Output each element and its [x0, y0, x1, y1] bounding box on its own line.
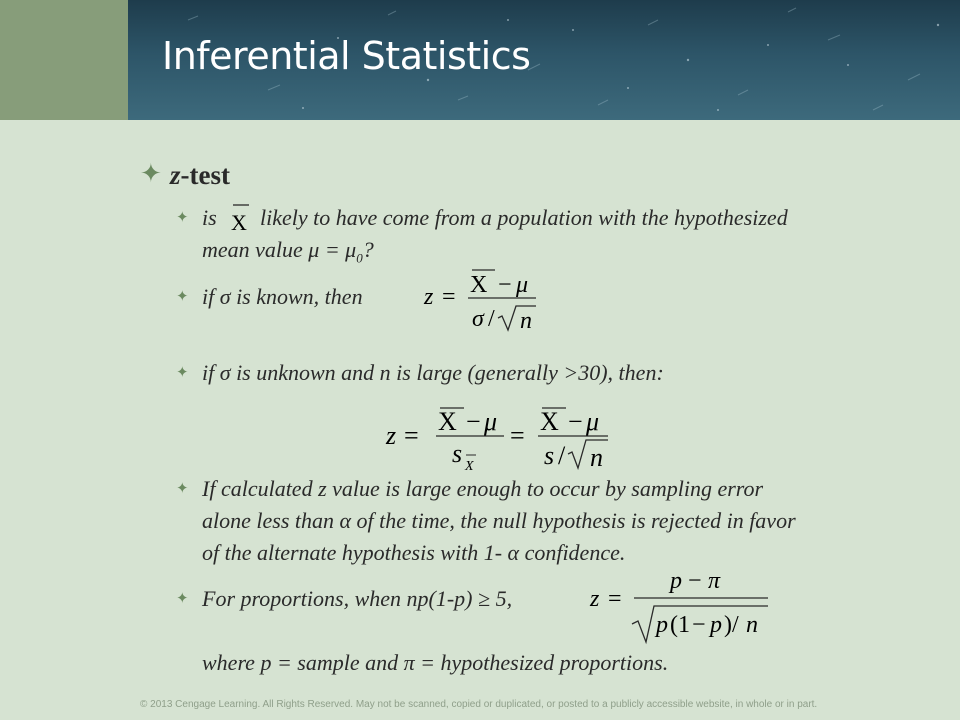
svg-text:−: − — [692, 612, 706, 638]
bullet-5-text: For proportions, when np(1-p) ≥ 5, — [202, 586, 513, 611]
svg-text:z: z — [590, 586, 600, 612]
svg-text:n: n — [590, 443, 603, 472]
svg-text:/: / — [558, 441, 566, 470]
svg-text:s: s — [544, 441, 555, 470]
four-point-star-bullet-icon: ✦ — [176, 289, 189, 305]
four-point-star-bullet-icon: ✦ — [176, 481, 189, 497]
bullet-2-text: if σ is known, then — [202, 284, 363, 309]
svg-text:−: − — [498, 272, 512, 298]
bullet-1-text-a: is — [202, 205, 217, 230]
svg-text:n: n — [520, 308, 532, 334]
four-point-star-bullet-icon: ✦ — [176, 591, 189, 607]
svg-text:X: X — [540, 407, 559, 436]
svg-text:/: / — [488, 306, 495, 332]
copyright-footer: © 2013 Cengage Learning. All Rights Reserved. May not be scanned, copied or duplicated, or posted to a publicly accessible website, in whole or in part. — [140, 699, 818, 710]
svg-text:−: − — [568, 407, 583, 436]
formula-z-known-sigma — [420, 256, 540, 336]
title-banner — [128, 0, 960, 120]
bullet-4-line-1: If calculated z value is large enough to occur by sampling error — [202, 476, 764, 501]
bullet-4-line-2: alone less than α of the time, the null hypothesis is rejected in favor — [202, 508, 796, 533]
svg-text:X: X — [438, 407, 457, 436]
svg-text:=: = — [442, 284, 456, 310]
svg-text:X: X — [231, 210, 247, 234]
x-bar-symbol — [228, 198, 254, 234]
svg-text:X: X — [470, 272, 488, 298]
bullet-5-where-text: where p = sample and π = hypothesized proportions. — [202, 650, 669, 675]
svg-text:μ: μ — [586, 407, 600, 436]
four-point-star-bullet-icon: ✦ — [140, 159, 162, 188]
svg-text:p: p — [710, 612, 722, 638]
svg-text:p: p — [670, 568, 682, 594]
svg-text:σ: σ — [472, 306, 484, 332]
svg-text:X: X — [465, 459, 474, 474]
bullet-3-text: if σ is unknown and n is large (generally >30), then: — [202, 360, 664, 385]
slide-title: Inferential Statistics — [162, 34, 531, 78]
svg-text:μ: μ — [484, 407, 498, 436]
svg-text:=: = — [608, 586, 622, 612]
formula-z-unknown-sigma — [380, 396, 620, 480]
svg-text:p: p — [656, 612, 668, 638]
bullet-4-line-3: of the alternate hypothesis with 1- α confidence. — [202, 540, 626, 565]
svg-text:=: = — [404, 421, 419, 450]
svg-text:μ: μ — [516, 272, 529, 298]
formula-z-proportions — [586, 566, 776, 646]
svg-text:z: z — [424, 284, 434, 310]
bullet-1-text-c: mean value $\mu = \mu_0$? — [202, 237, 374, 266]
left-accent-bar — [0, 0, 128, 120]
svg-text:−: − — [688, 568, 702, 594]
four-point-star-bullet-icon: ✦ — [176, 210, 189, 226]
svg-text:π: π — [708, 568, 721, 594]
svg-text:n: n — [746, 612, 758, 638]
four-point-star-bullet-icon: ✦ — [176, 365, 189, 381]
svg-text:−: − — [466, 407, 481, 436]
svg-text:z: z — [386, 421, 397, 450]
svg-text:)/: )/ — [724, 612, 739, 638]
svg-text:=: = — [510, 421, 525, 450]
heading-z-test: z-test — [170, 160, 230, 190]
bullet-1-text-b: likely to have come from a population with the hypothesized — [260, 205, 788, 230]
svg-text:s: s — [452, 439, 463, 468]
svg-text:(1: (1 — [670, 612, 690, 638]
